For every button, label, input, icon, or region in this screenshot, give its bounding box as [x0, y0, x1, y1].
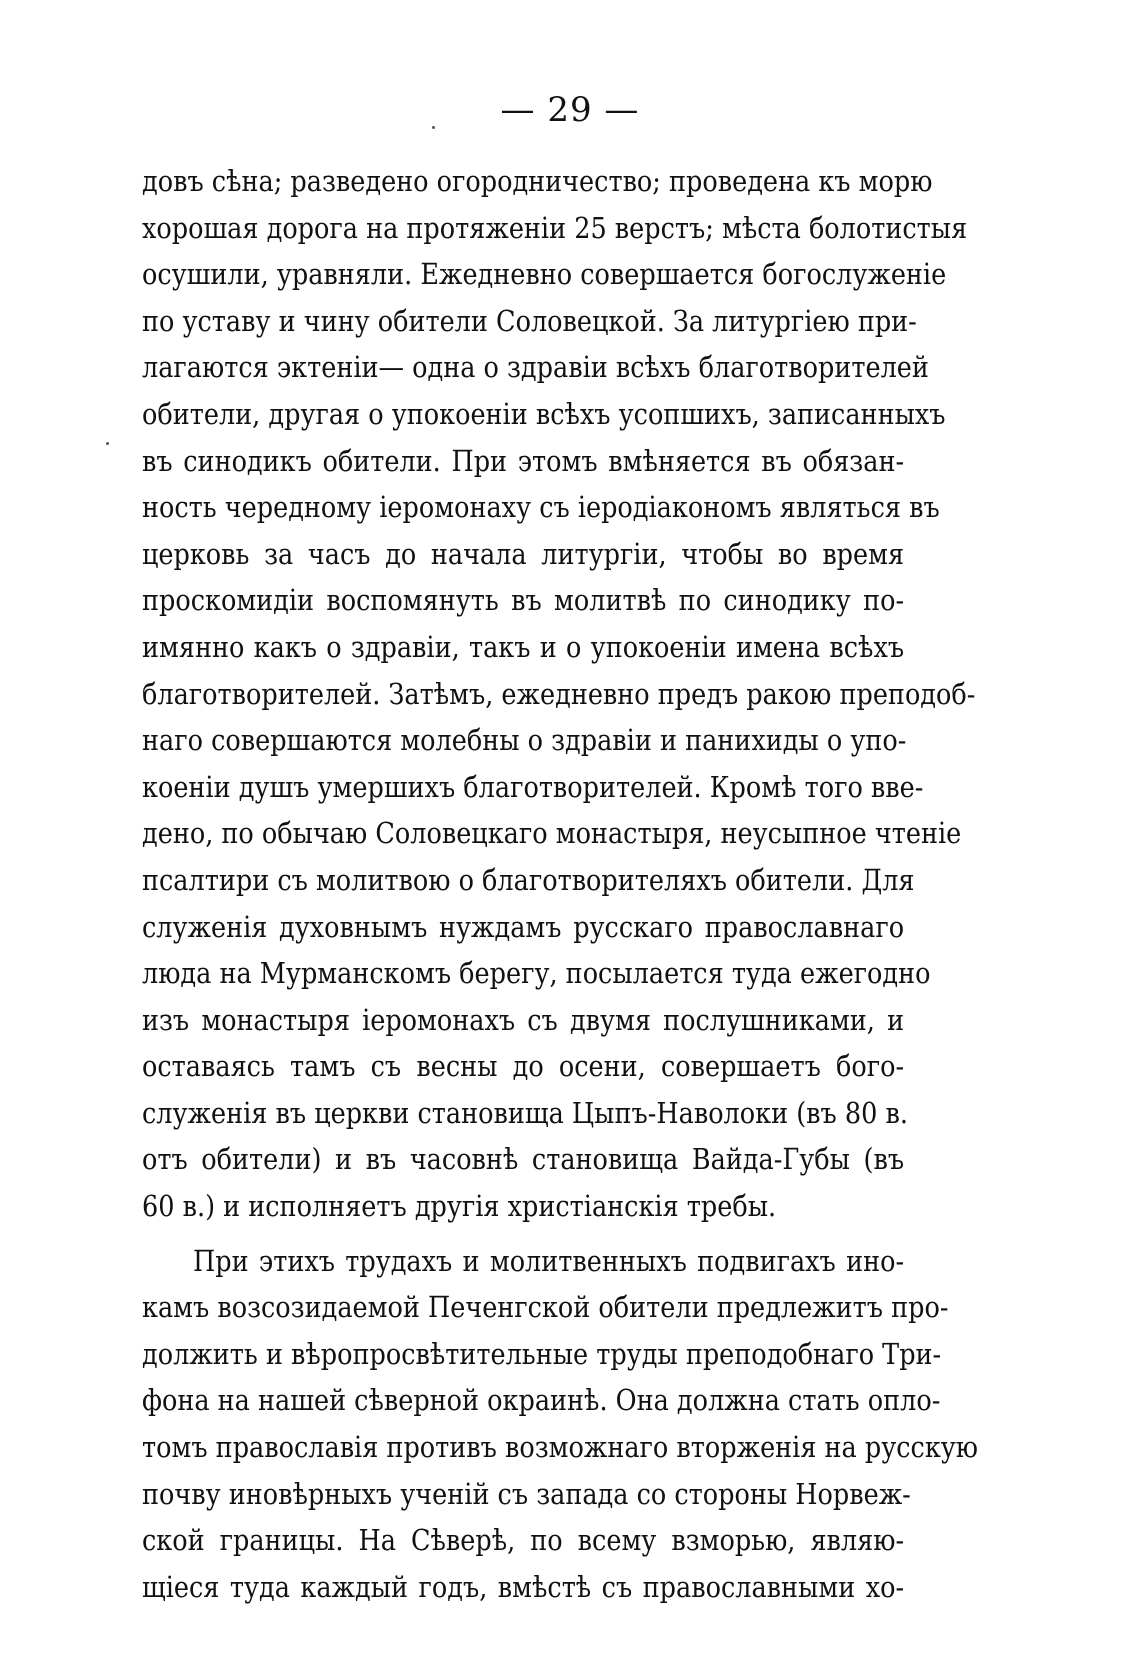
text-line: по уставу и чину обители Соловецкой. За литургіею при- [142, 303, 917, 338]
text-line: должить и вѣропросвѣтительные труды преподобнаго Три- [142, 1336, 942, 1371]
text-line: хорошая дорога на протяженіи 25 верстъ; мѣста болотистыя [142, 210, 968, 245]
text-line: ской границы. На Сѣверѣ, по всему взморью, являю- [142, 1523, 905, 1558]
text-line: люда на Мурманскомъ берегу, посылается туда ежегодно [142, 956, 931, 991]
text-line: камъ возсозидаемой Печенгской обители предлежитъ про- [142, 1290, 949, 1325]
text-line: обители, другая о упокоеніи всѣхъ усопшихъ, записанныхъ [142, 396, 946, 431]
text-line: ность чередному іеромонаху съ іеродіакономъ являться въ [142, 490, 940, 525]
paragraph-2 [142, 1238, 979, 1611]
paragraph-1 [142, 158, 976, 1230]
text-line: оставаясь тамъ съ весны до осени, совершаетъ бого- [142, 1049, 905, 1084]
text-line: въ синодикъ обители. При этомъ вмѣняется въ обязан- [142, 443, 905, 478]
text-line: почву иновѣрныхъ ученій съ запада со стороны Норвеж- [142, 1476, 911, 1511]
text-line: проскомидіи воспомянуть въ молитвѣ по синодику по- [142, 583, 905, 618]
text-line: томъ православія противъ возможнаго вторженія на русскую [142, 1430, 979, 1465]
print-speck [106, 442, 109, 445]
text-line: довъ сѣна; разведено огородничество; проведена къ морю [142, 164, 933, 198]
text-line: осушили, уравняли. Ежедневно совершается богослуженіе [142, 257, 947, 292]
print-speck [432, 126, 435, 129]
text-line: служенія духовнымъ нуждамъ русскаго православнаго [142, 909, 905, 944]
text-line: фона на нашей сѣверной окраинѣ. Она должна стать опло- [142, 1383, 941, 1418]
text-line: 60 в.) и исполняетъ другія христіанскія требы. [142, 1189, 777, 1224]
text-line: лагаются эктеніи— одна о здравіи всѣхъ благотворителей [142, 350, 929, 385]
text-line: отъ обители) и въ часовнѣ становища Вайда-Губы (въ [142, 1142, 905, 1177]
text-line: дено, по обычаю Соловецкаго монастыря, неусыпное чтеніе [142, 816, 962, 851]
body-text [142, 158, 979, 1610]
text-line: церковь за часъ до начала литургіи, чтобы во время [142, 536, 905, 571]
text-line: коеніи душъ умершихъ благотворителей. Кромѣ того вве- [142, 769, 924, 804]
text-line: изъ монастыря іеромонахъ съ двумя послушниками, и [142, 1002, 905, 1037]
text-line: благотворителей. Затѣмъ, ежедневно предъ ракою преподоб- [142, 676, 976, 711]
text-line: имянно какъ о здравіи, такъ и о упокоеніи имена всѣхъ [142, 629, 905, 664]
text-line: При этихъ трудахъ и молитвенныхъ подвигахъ ино- [193, 1243, 905, 1278]
text-line: псалтири съ молитвою о благотворителяхъ обители. Для [142, 862, 915, 897]
paragraph-gap [142, 1230, 904, 1238]
text-line: щіеся туда каждый годъ, вмѣстѣ съ православными хо- [142, 1569, 905, 1604]
text-line: служенія въ церкви становища Цыпъ-Наволоки (въ 80 в. [142, 1095, 908, 1130]
page-number: — 29 — [500, 90, 640, 130]
text-line: наго совершаются молебны о здравіи и панихиды о упо- [142, 723, 907, 758]
